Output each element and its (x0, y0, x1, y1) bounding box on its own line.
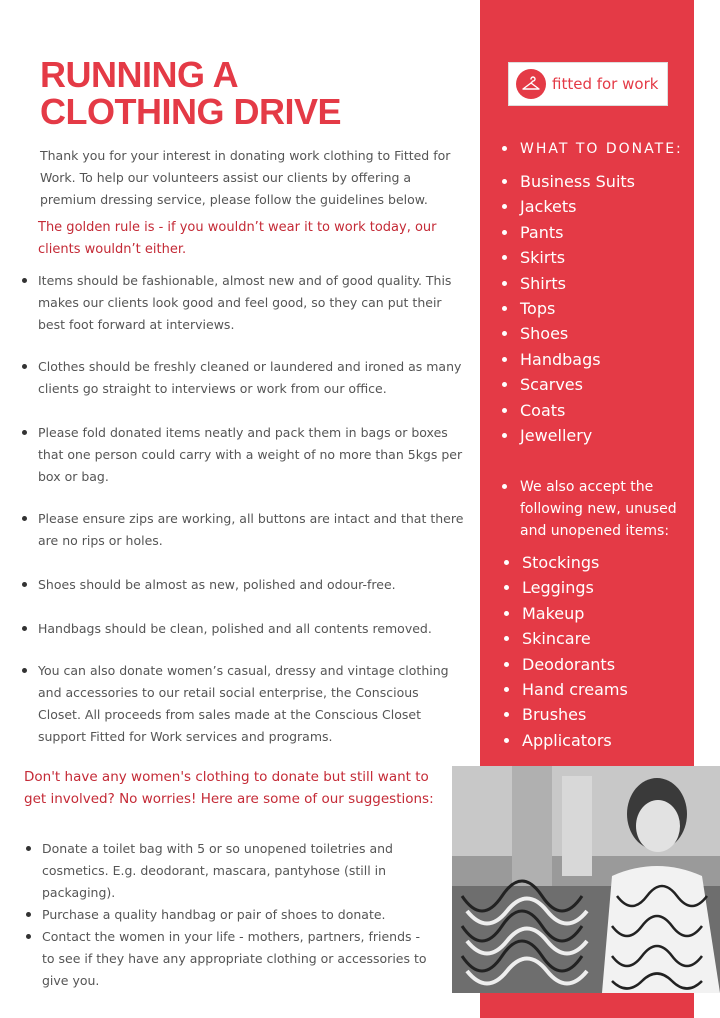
also-accept-item: Brushes (502, 702, 628, 727)
donate-heading-list (500, 138, 683, 160)
guideline-item: Shoes should be almost as new, polished and odour-free. (20, 574, 465, 596)
donate-item: Jewellery (500, 423, 635, 448)
title-line-1: RUNNING A (40, 54, 239, 95)
guideline-item: Handbags should be clean, polished and all contents removed. (20, 618, 465, 640)
also-accept-item: Deodorants (502, 652, 628, 677)
get-involved-heading: Don't have any women's clothing to donate but still want to get involved? No worries! Here are some of our suggestions: (24, 769, 434, 807)
page-title (40, 56, 341, 130)
donate-item: Shirts (500, 271, 635, 296)
volunteer-photo (452, 766, 720, 993)
golden-rule: The golden rule is - if you wouldn’t wear it to work today, our clients wouldn’t either. (38, 220, 437, 257)
logo (508, 62, 668, 106)
guideline-item: You can also donate women’s casual, dressy and vintage clothing and accessories to our retail social enterprise, the Conscious Closet. All proceeds from sales made at the Conscious Closet support Fitted for Work services and programs. (20, 660, 465, 748)
also-accept-item: Skincare (502, 626, 628, 651)
donate-item: Handbags (500, 347, 635, 372)
guideline-item: Please ensure zips are working, all buttons are intact and that there are no rips or holes. (20, 508, 465, 552)
also-accept-heading: We also accept the following new, unused and unopened items: (500, 476, 690, 542)
title-line-2: CLOTHING DRIVE (40, 91, 342, 132)
donate-items-list (500, 169, 635, 448)
donate-item: Scarves (500, 372, 635, 397)
donate-item: Jackets (500, 194, 635, 219)
donate-item: Tops (500, 296, 635, 321)
also-accept-item: Stockings (502, 550, 628, 575)
guideline-item: Items should be fashionable, almost new and of good quality. This makes our clients look good and feel good, so they can put their best foot forward at interviews. (20, 270, 465, 336)
hanger-icon (516, 69, 546, 99)
donate-item: Pants (500, 220, 635, 245)
donate-item: Shoes (500, 321, 635, 346)
also-accept-item: Makeup (502, 601, 628, 626)
guideline-item: Clothes should be freshly cleaned or laundered and ironed as many clients go straight to interviews or work from our office. (20, 356, 465, 400)
suggestion-item: Donate a toilet bag with 5 or so unopened toiletries and cosmetics. E.g. deodorant, mascara, pantyhose (still in packaging). (24, 838, 434, 904)
suggestion-item: Contact the women in your life - mothers, partners, friends - to see if they have any appropriate clothing or accessories to give you. (24, 926, 434, 992)
donate-item: Coats (500, 398, 635, 423)
donate-item: Skirts (500, 245, 635, 270)
also-accept-heading-list (500, 476, 690, 542)
intro-paragraph: Thank you for your interest in donating work clothing to Fitted for Work. To help our volunteers assist our clients by offering a premium dressing service, please follow the guidelines below. (40, 148, 451, 207)
also-accept-item: Leggings (502, 575, 628, 600)
also-accept-item: Hand creams (502, 677, 628, 702)
donate-heading: WHAT TO DONATE: (500, 138, 683, 160)
guideline-item: Please fold donated items neatly and pack them in bags or boxes that one person could carry with a weight of no more than 5kgs per box or bag. (20, 422, 465, 488)
suggestion-item: Purchase a quality handbag or pair of shoes to donate. (24, 904, 434, 926)
suggestions-list (24, 838, 434, 992)
donate-item: Business Suits (500, 169, 635, 194)
logo-text: fitted for work (552, 75, 659, 93)
also-accept-item: Applicators (502, 728, 628, 753)
also-accept-items-list (502, 550, 628, 753)
